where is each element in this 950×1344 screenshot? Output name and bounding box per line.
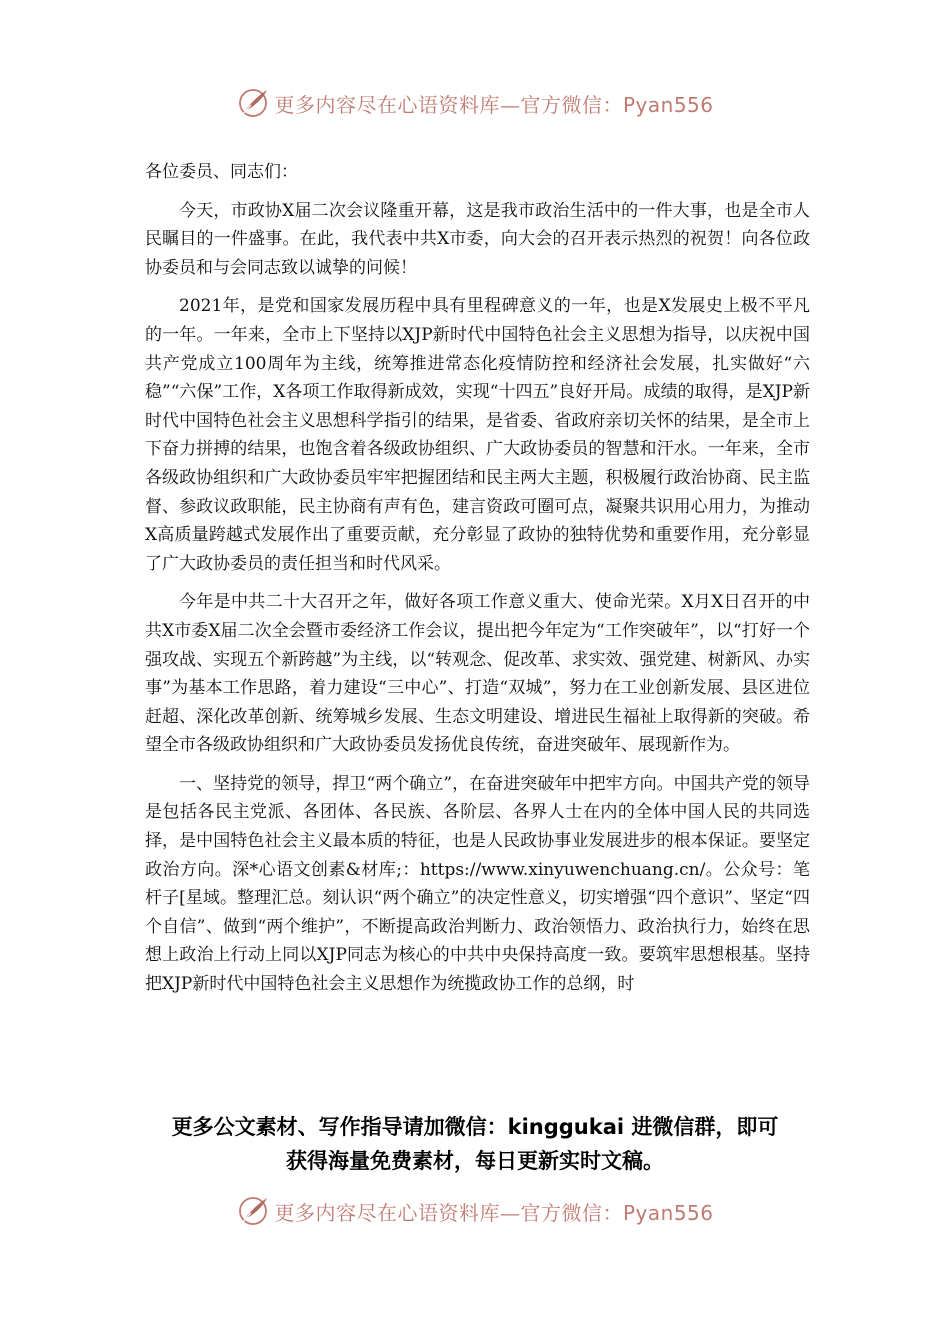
header-banner-text: 更多内容尽在心语资料库—官方微信：Pyan556: [274, 92, 714, 117]
promo-line-1: 更多公文素材、写作指导请加微信：kinggukai 进微信群，即可: [171, 1115, 779, 1139]
footer-banner: [0, 1191, 950, 1231]
quill-pen-logo-icon: [236, 86, 270, 120]
header-banner: [0, 83, 950, 123]
promo-notice: [0, 1110, 950, 1178]
header-wechat-id: Pyan556: [622, 92, 714, 117]
salutation: 各位委员、同志们：: [145, 162, 298, 182]
footer-banner-text: 更多内容尽在心语资料库—官方微信：Pyan556: [274, 1200, 714, 1225]
paragraph-review-2021: 2021年，是党和国家发展历程中具有里程碑意义的一年，也是X发展史上极不平凡的一年。一年来，全市上下坚持以XJP新时代中国特色社会主义思想为指导，以庆祝中国共产党成立100周年为主线，统筹推进常态化疫情防控和经济社会发展，扎实做好“六稳”“六保”工作，X各项工作取得新成效，实现“十四五”良好开局。成绩的取得，是XJP新时代中国特色社会主义思想科学指引的结果，是省委、省政府亲切关怀的结果，是全市上下奋力拼搏的结果，也饱含着各级政协组织、广大政协委员的智慧和汗水。一年来，全市各级政协组织和广大政协委员牢牢把握团结和民主两大主题，积极履行政治协商、民主监督、参政议政职能，民主协商有声有色，建言资政可圈可点，凝聚共识用心用力，为推动X高质量跨越式发展作出了重要贡献，充分彰显了政协的独特优势和重要作用，充分彰显了广大政协委员的责任担当和时代风采。: [145, 296, 810, 574]
quill-pen-logo-icon: [236, 1194, 270, 1228]
paragraph-opening: 今天，市政协X届二次会议隆重开幕，这是我市政治生活中的一件大事，也是全市人民瞩目的一件盛事。在此，我代表中共X市委，向大会的召开表示热烈的祝贺！向各位政协委员和与会同志致以诚挚的问候！: [145, 200, 810, 278]
footer-wechat-id: Pyan556: [622, 1200, 714, 1225]
promo-line-2: 获得海量免费素材，每日更新实时文稿。: [286, 1149, 664, 1173]
document-body: [145, 158, 810, 999]
paragraph-this-year: 今年是中共二十大召开之年，做好各项工作意义重大、使命光荣。X月X日召开的中共X市委X届二次全会暨市委经济工作会议，提出把今年定为“工作突破年”，以“打好一个强攻战、实现五个新跨越”为主线，以“转观念、促改革、求实效、强党建、树新风、办实事”为基本工作思路，着力建设“三中心”、打造“双城”，努力在工业创新发展、县区进位赶超、深化改革创新、统筹城乡发展、生态文明建设、增进民生福祉上取得新的突破。希望全市各级政协组织和广大政协委员发扬优良传统，奋进突破年、展现新作为。: [145, 592, 810, 756]
paragraph-section-one: 一、坚持党的领导，捍卫“两个确立”，在奋进突破年中把牢方向。中国共产党的领导是包括各民主党派、各团体、各民族、各阶层、各界人士在内的全体中国人民的共同选择，是中国特色社会主义最本质的特征，也是人民政协事业发展进步的根本保证。要坚定政治方向。深*心语文创素&材库;：https://www.xinyuwenchuang.cn/。公众号：笔杆子[星域。整理汇总。刻认识“两个确立”的决定性意义，切实增强“四个意识”、坚定“四个自信”、做到“两个维护”，不断提高政治判断力、政治领悟力、政治执行力，始终在思想上政治上行动上同以XJP同志为核心的中共中央保持高度一致。要筑牢思想根基。坚持把XJP新时代中国特色社会主义思想作为统揽政协工作的总纲，时: [145, 773, 810, 995]
